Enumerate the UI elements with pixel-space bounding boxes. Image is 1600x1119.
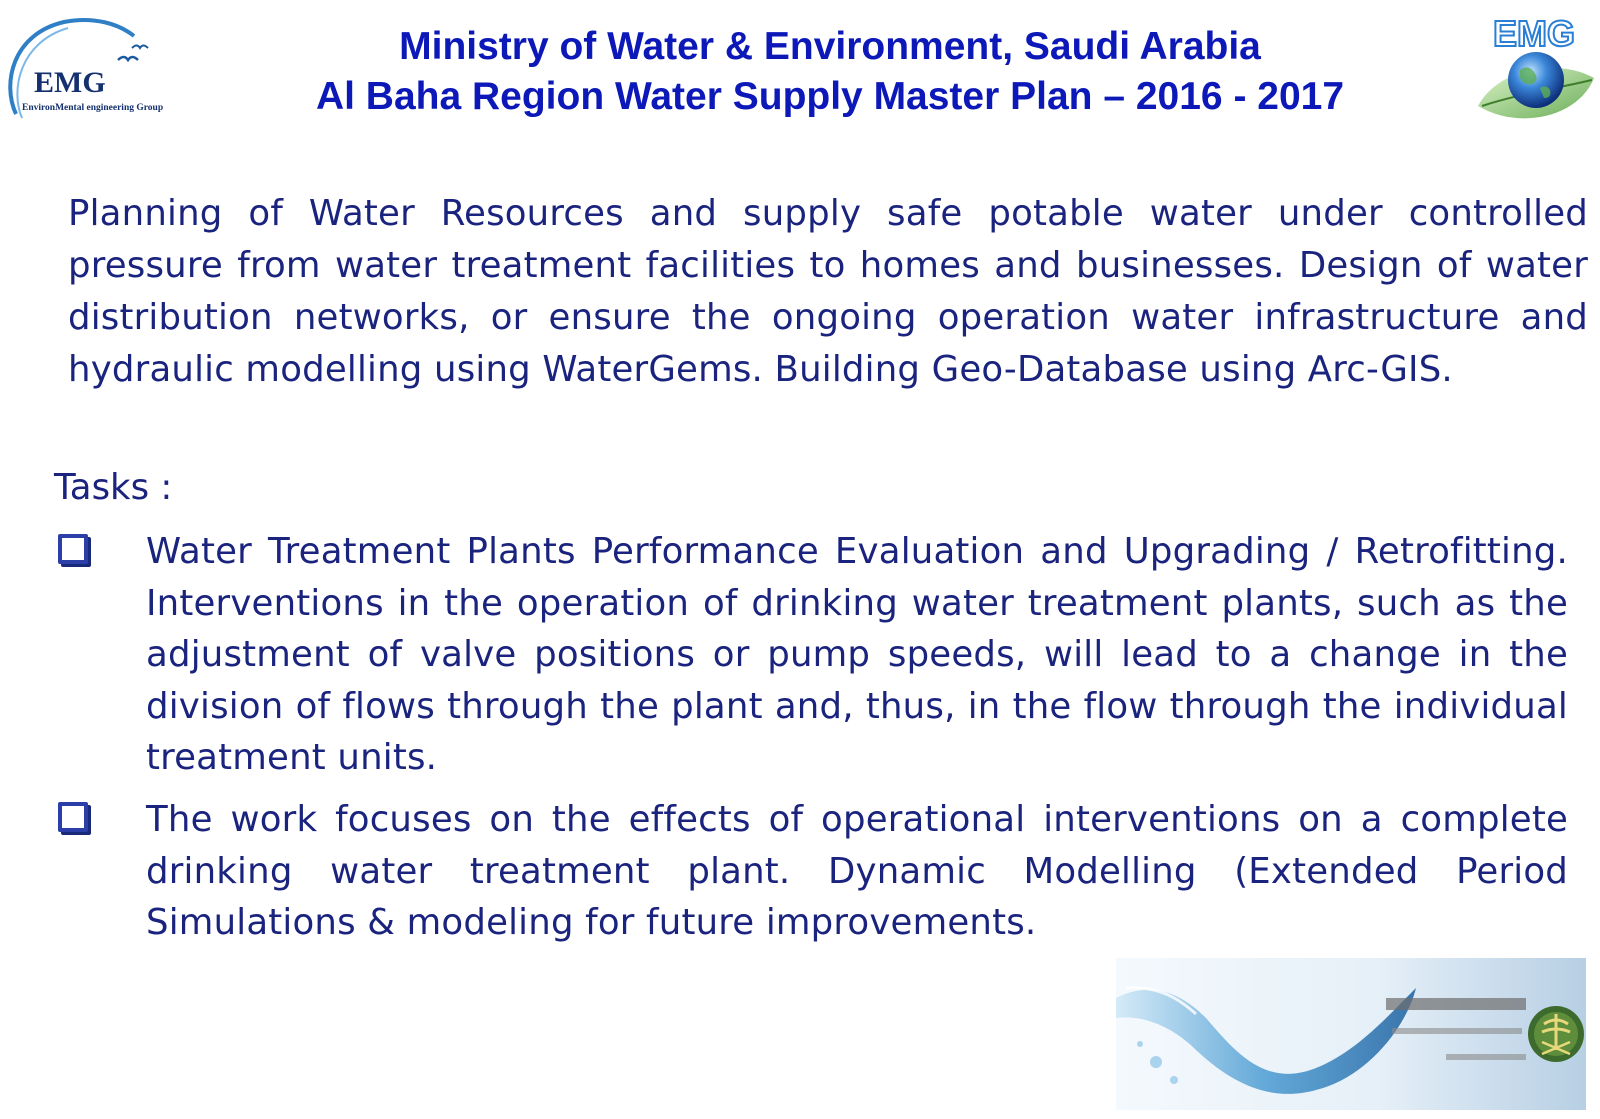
checkbox-icon — [58, 534, 88, 564]
checkbox-icon — [58, 802, 88, 832]
task-text: The work focuses on the effects of operational interventions on a complete drinking water treatment plant. Dynamic Modelling (Extended Period Simulations & modeling for future improvements. — [146, 799, 1568, 943]
palm-swords-emblem-icon — [1528, 1006, 1584, 1062]
intro-paragraph: Planning of Water Resources and supply safe potable water under controlled pressure from water treatment facilities to homes and businesses. Design of water distribution networks, or ensure the ongoing operation water infrastructure and hydraulic modelling using WaterGems. Building Geo-Database using Arc-GIS. — [68, 193, 1588, 390]
globe-leaf-logo-icon — [1468, 8, 1600, 130]
title-line-1: Ministry of Water & Environment, Saudi Arabia — [399, 25, 1261, 68]
title-line-2: Al Baha Region Water Supply Master Plan – 2016 - 2017 — [315, 75, 1345, 118]
emg-logo-right — [1468, 8, 1600, 130]
ministry-banner — [1116, 958, 1586, 1110]
page-title — [200, 22, 1460, 122]
emg-logo-left — [4, 14, 194, 124]
tasks-heading: Tasks : — [54, 467, 173, 508]
logo-left-abbr: EMG — [34, 66, 106, 99]
water-splash-banner-icon — [1116, 958, 1586, 1110]
emg-logo-icon — [4, 14, 194, 124]
task-text: Water Treatment Plants Performance Evaluation and Upgrading / Retrofitting. Interventions in the operation of drinking water treatment plants, such as the adjustment of valve positions or pump speeds, will lead to a change in the division of flows through the plant and, thus, in the flow through the individual treatment units. — [146, 531, 1568, 778]
logo-right-abbr: EMG — [1492, 13, 1576, 54]
logo-left-tagline: EnvironMental engineering Group — [22, 103, 164, 113]
